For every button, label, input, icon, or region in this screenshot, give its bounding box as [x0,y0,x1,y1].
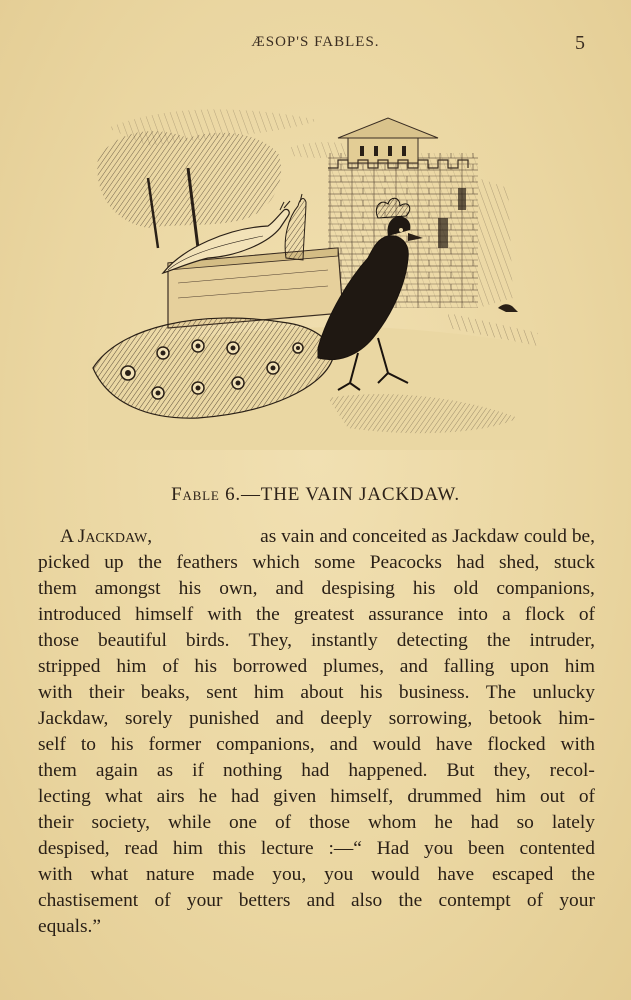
text-line: equals.” [38,916,101,937]
text-line: them again as if nothing had happened. But they, recol- [38,760,595,781]
page-number: 5 [575,32,585,54]
small-bird [498,304,518,312]
text-line: despised, read him this lecture :—“ Had you been contented [38,838,595,859]
text-line: self to his former companions, and would have flocked with [38,734,595,755]
fable-label: Fable 6. [171,484,241,505]
text-line: Jackdaw, sorely punished and deeply sorrowing, betook him- [38,708,595,729]
text-line: them amongst his own, and despising his old companions, [38,578,595,599]
second-peacock [285,194,306,260]
lead-word: A Jackdaw, [60,526,153,547]
fable-heading [0,484,631,506]
running-title: ÆSOP'S FABLES. [251,34,380,50]
text-line: introduced himself with the greatest assurance into a flock of [38,604,595,625]
text-line: their society, while one of those whom he had so lately [38,812,595,833]
text-line: with their beaks, sent him about his business. The unlucky [38,682,595,703]
text-line-content: as vain and conceited as Jackdaw could be, [260,526,595,547]
text-line: with what nature made you, you would have escaped the [38,864,595,885]
jackdaw-engraving-illustration [88,98,548,450]
text-line: chastisement of your betters and also the contempt of your [38,890,595,911]
text-line: picked up the feathers which some Peacocks had shed, stuck [38,552,595,573]
text-line: stripped him of his borrowed plumes, and falling upon him [38,656,595,677]
text-line: those beautiful birds. They, instantly detecting the intruder, [38,630,595,651]
text-line: lecting what airs he had given himself, drummed him out of [38,786,595,807]
fable-title: —THE VAIN JACKDAW. [241,484,460,505]
text-line [38,524,595,550]
running-head [0,34,631,58]
fable-body [38,524,595,940]
